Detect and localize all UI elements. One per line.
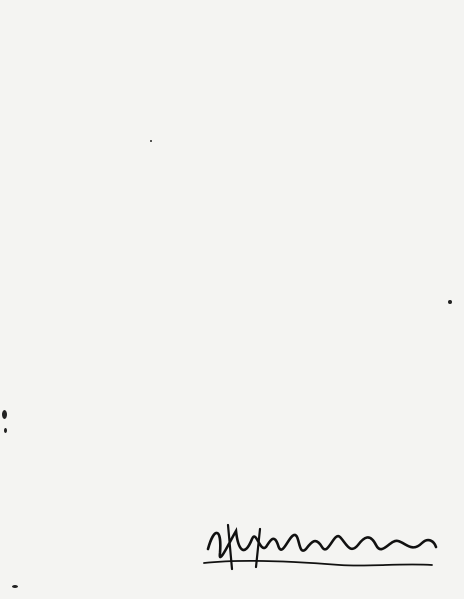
handwritten-signature [200,519,440,577]
